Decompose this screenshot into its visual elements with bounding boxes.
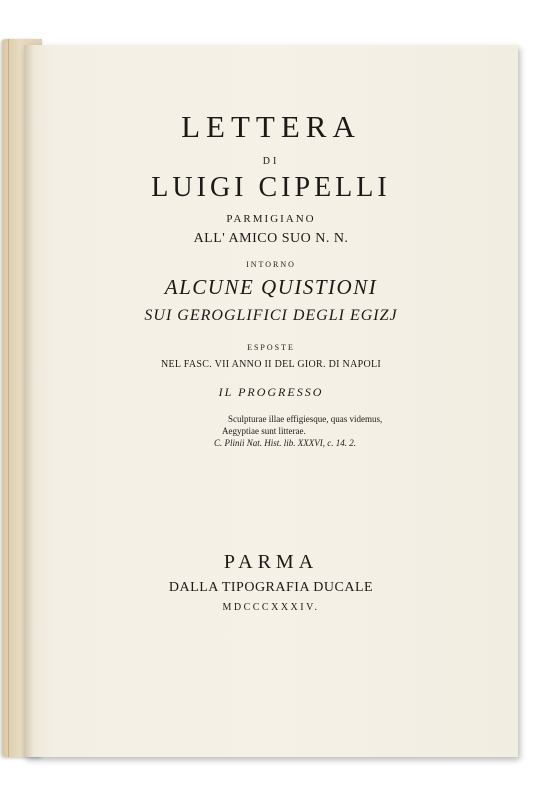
imprint-year: MDCCCXXXIV.: [222, 602, 320, 613]
author-name: LUIGI CIPELLI: [151, 172, 391, 203]
imprint-printer: DALLA TIPOGRAFIA DUCALE: [168, 580, 374, 595]
publication-reference: NEL FASC. VII ANNO II DEL GIOR. DI NAPOLI: [160, 359, 382, 370]
dedication: ALL' AMICO SUO N. N.: [193, 231, 349, 246]
epigraph: [214, 413, 504, 449]
subject-line-1: ALCUNE QUISTIONI: [164, 275, 378, 299]
page-title: LETTERA: [181, 109, 361, 144]
title-page: [24, 45, 518, 757]
title-connector: DI: [262, 156, 280, 167]
author-origin: PARMIGIANO: [226, 213, 316, 225]
epigraph-line-2: Aegyptiae sunt litterae.: [222, 426, 306, 436]
imprint-city: PARMA: [223, 551, 319, 573]
epigraph-line-1: Sculpturae illae effigiesque, quas videmus,: [228, 414, 383, 424]
subject-line-2: SUI GEROGLIFICI DEGLI EGIZJ: [144, 307, 398, 324]
intorno-label: INTORNO: [246, 260, 296, 269]
epigraph-citation: C. Plinii Nat. Hist. lib. XXXVI, c. 14. 2.: [214, 438, 356, 448]
esposte-label: ESPOSTE: [247, 343, 295, 352]
journal-name: IL PROGRESSO: [218, 385, 324, 399]
